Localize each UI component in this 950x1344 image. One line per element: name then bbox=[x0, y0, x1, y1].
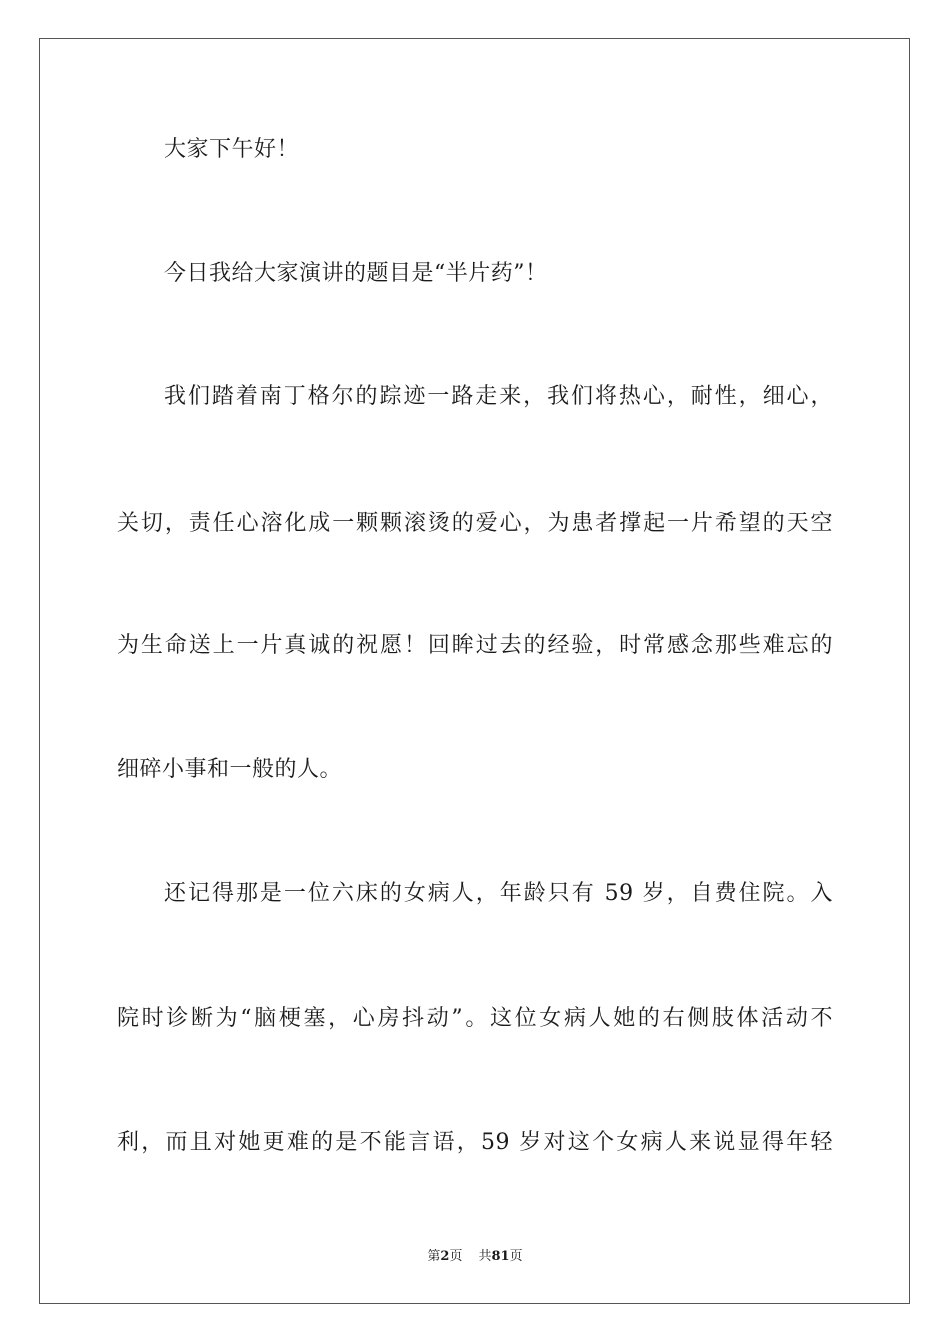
paragraph-line: 关切，责任心溶化成一颗颗滚烫的爱心，为患者撑起一片希望的天空 bbox=[117, 511, 833, 536]
paragraph-line: 为生命送上一片真诚的祝愿！回眸过去的经验，时常感念那些难忘的 bbox=[117, 633, 833, 658]
page-border bbox=[39, 38, 910, 1304]
paragraph-line: 利，而且对她更难的是不能言语，59 岁对这个女病人来说显得年轻 bbox=[117, 1130, 833, 1155]
paragraph-line: 院时诊断为“脑梗塞，心房抖动”。这位女病人她的右侧肢体活动不 bbox=[117, 1006, 833, 1031]
paragraph-line: 我们踏着南丁格尔的踪迹一路走来，我们将热心，耐性，细心， bbox=[164, 384, 833, 409]
total-prefix: 共 bbox=[478, 1249, 492, 1264]
paragraph-topic: 今日我给大家演讲的题目是“半片药”！ bbox=[164, 261, 548, 286]
page-suffix: 页 bbox=[449, 1249, 463, 1264]
current-page-number: 2 bbox=[440, 1249, 450, 1264]
paragraph-line: 细碎小事和一般的人。 bbox=[117, 757, 343, 782]
page-number-footer bbox=[0, 1248, 950, 1266]
paragraph-greeting: 大家下午好！ bbox=[164, 137, 300, 162]
paragraph-line: 还记得那是一位六床的女病人，年龄只有 59 岁，自费住院。入 bbox=[164, 881, 833, 906]
page-prefix: 第 bbox=[427, 1249, 441, 1264]
total-suffix: 页 bbox=[509, 1249, 523, 1264]
total-page-count: 81 bbox=[491, 1249, 510, 1264]
